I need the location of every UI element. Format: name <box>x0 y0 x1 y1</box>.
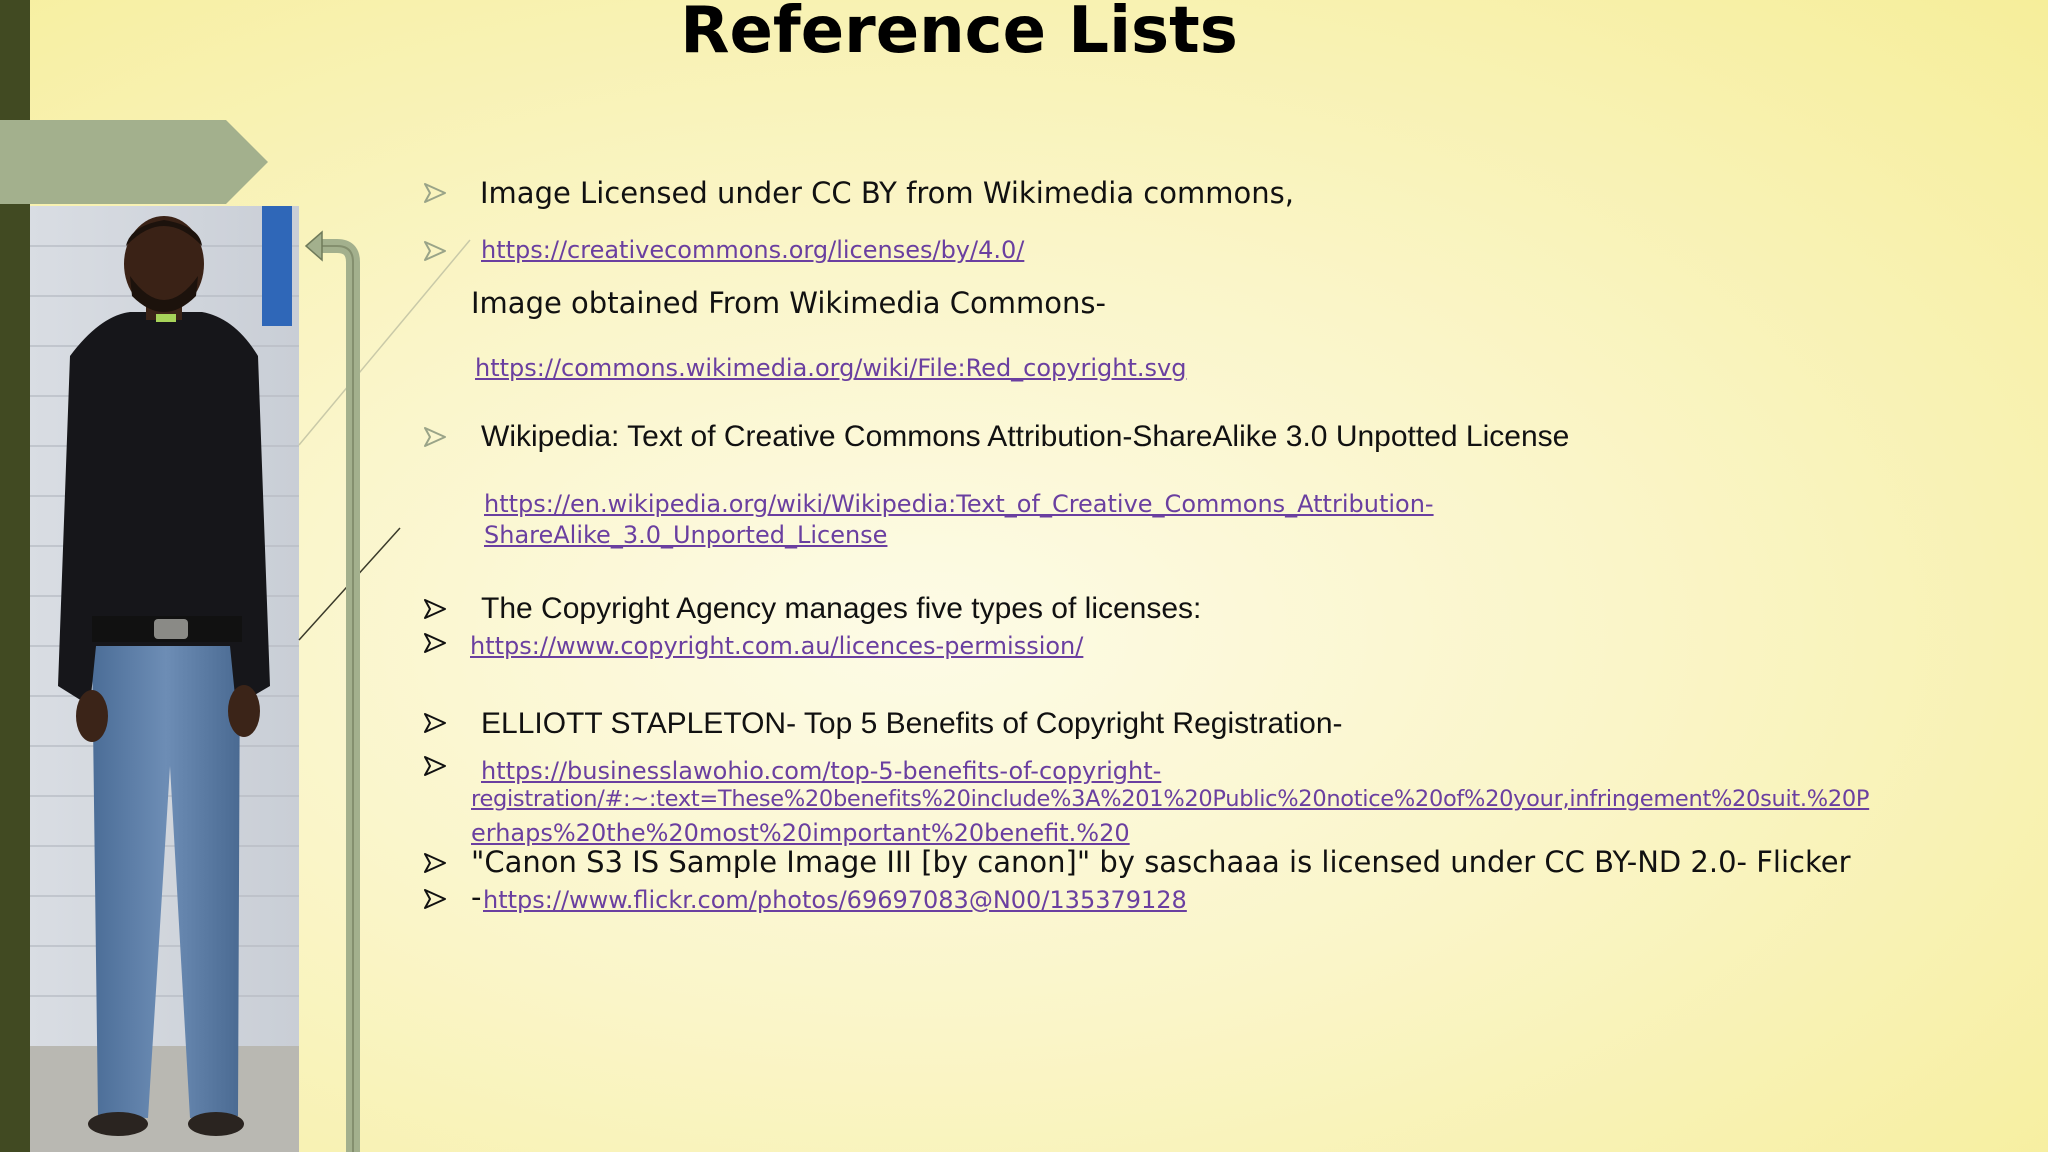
reference-link-5-line3[interactable]: erhaps%20the%20most%20important%20benefit.%20 <box>471 819 1130 847</box>
reference-link-5-line1[interactable]: https://businesslawohio.com/top-5-benefits-of-copyright- <box>481 757 1162 785</box>
reference-text-1: Image Licensed under CC BY from Wikimedia commons, <box>480 176 1294 210</box>
reference-text-5: ELLIOTT STAPLETON- Top 5 Benefits of Copyright Registration- <box>481 707 1343 740</box>
slide-title: Reference Lists <box>680 0 1238 68</box>
reference-link-1[interactable]: https://creativecommons.org/licenses/by/4.0/ <box>481 236 1025 264</box>
reference-link-6[interactable]: https://www.flickr.com/photos/69697083@N00/135379128 <box>483 886 1187 914</box>
reference-link-4[interactable]: https://www.copyright.com.au/licences-permission/ <box>470 632 1084 660</box>
reference-text-2: Image obtained From Wikimedia Commons- <box>471 286 1106 320</box>
reference-link-5-line2[interactable]: registration/#:~:text=These%20benefits%20include%3A%201%20Public%20notice%20of%20your,infringement%20suit.%20P <box>471 786 1870 812</box>
arrow-bullet-icon <box>424 240 446 262</box>
reference-text-4: The Copyright Agency manages five types of licenses: <box>481 592 1202 625</box>
reference-text-6: "Canon S3 IS Sample Image III [by canon]" by saschaaa is licensed under CC BY-ND 2.0- Flicker <box>471 845 1851 879</box>
arrow-bullet-icon <box>424 888 446 910</box>
arrow-bullet-icon <box>424 712 446 734</box>
tab-arrow-shape <box>0 120 270 204</box>
arrow-bullet-icon <box>424 598 446 620</box>
reference-link-3-line1[interactable]: https://en.wikipedia.org/wiki/Wikipedia:Text_of_Creative_Commons_Attribution- <box>484 490 1434 518</box>
arrow-bullet-icon <box>424 426 446 448</box>
reference-text-3: Wikipedia: Text of Creative Commons Attribution-ShareAlike 3.0 Unpotted License <box>481 420 1570 453</box>
person-photo <box>30 206 299 1152</box>
arrow-bullet-icon <box>424 182 446 204</box>
arrow-bullet-icon <box>424 852 446 874</box>
reference-link-3-line2[interactable]: ShareAlike_3.0_Unported_License <box>484 521 888 549</box>
arrow-bullet-icon <box>424 632 446 654</box>
arrow-bullet-icon <box>424 755 446 777</box>
reference-dash-6: - <box>471 880 482 914</box>
reference-link-2[interactable]: https://commons.wikimedia.org/wiki/File:Red_copyright.svg <box>475 354 1187 382</box>
